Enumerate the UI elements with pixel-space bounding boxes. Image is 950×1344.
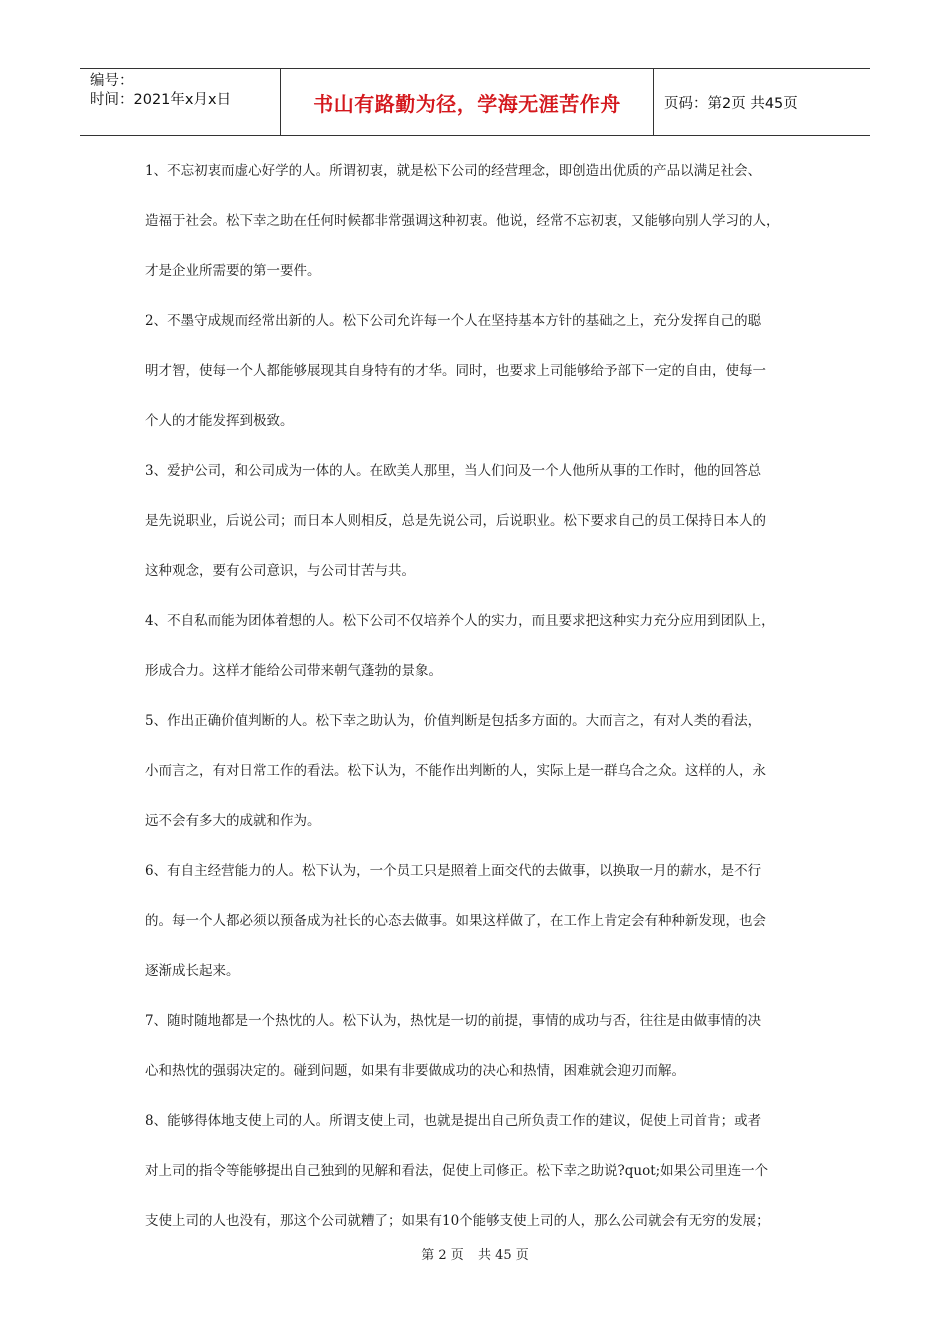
footer-total-pages: 共 45 页 (477, 1248, 529, 1263)
body-line: 小而言之，有对日常工作的看法。松下认为，不能作出判断的人，实际上是一群乌合之众。这样的人，永 (145, 763, 766, 779)
body-line: 7、随时随地都是一个热忱的人。松下认为，热忱是一切的前提，事情的成功与否，往往是由做事情的决 (145, 1013, 762, 1029)
body-line: 3、爱护公司，和公司成为一体的人。在欧美人那里，当人们问及一个人他所从事的工作时，他的回答总 (145, 463, 762, 479)
body-line: 对上司的指令等能够提出自己独到的见解和看法，促使上司修正。松下幸之助说?quot;如果公司里连一个 (145, 1163, 769, 1179)
body-line: 4、不自私而能为团体着想的人。松下公司不仅培养个人的实力，而且要求把这种实力充分应用到团队上， (145, 613, 775, 629)
body-line: 才是企业所需要的第一要件。 (145, 263, 321, 279)
body-line: 8、能够得体地支使上司的人。所谓支使上司，也就是提出自己所负责工作的建议，促使上司首肯；或者 (145, 1113, 762, 1129)
body-line: 个人的才能发挥到极致。 (145, 413, 294, 429)
body-line: 明才智，使每一个人都能够展现其自身特有的才华。同时，也要求上司能够给予部下一定的自由，使每一 (145, 363, 766, 379)
body-line: 逐渐成长起来。 (145, 963, 240, 979)
body-line: 支使上司的人也没有，那这个公司就糟了；如果有10个能够支使上司的人，那么公司就会有无穷的发展； (145, 1213, 770, 1229)
body-line: 形成合力。这样才能给公司带来朝气蓬勃的景象。 (145, 663, 442, 679)
document-date-label: 时间：2021年x月x日 (90, 92, 232, 108)
header-page-info: 页码：第2页 共45页 (664, 95, 798, 112)
body-line: 造福于社会。松下幸之助在任何时候都非常强调这种初衷。他说，经常不忘初衷，又能够向别人学习的人， (145, 213, 780, 229)
document-body (145, 156, 810, 1256)
body-line: 1、不忘初衷而虚心好学的人。所谓初衷，就是松下公司的经营理念，即创造出优质的产品以满足社会、 (145, 163, 762, 179)
body-line: 是先说职业，后说公司；而日本人则相反，总是先说公司，后说职业。松下要求自己的员工保持日本人的 (145, 513, 766, 529)
body-line: 远不会有多大的成就和作为。 (145, 813, 321, 829)
body-line: 的。每一个人都必须以预备成为社长的心态去做事。如果这样做了，在工作上肯定会有种种新发现，也会 (145, 913, 766, 929)
body-line: 这种观念，要有公司意识，与公司甘苦与共。 (145, 563, 415, 579)
document-number-label: 编号： (90, 73, 134, 89)
body-line: 2、不墨守成规而经常出新的人。松下公司允许每一个人在坚持基本方针的基础之上，充分发挥自己的聪 (145, 313, 762, 329)
document-header (80, 68, 870, 136)
body-line: 5、作出正确价值判断的人。松下幸之助认为，价值判断是包括多方面的。大而言之，有对人类的看法， (145, 713, 762, 729)
header-motto: 书山有路勤为径，学海无涯苦作舟 (281, 69, 654, 135)
body-line: 6、有自主经营能力的人。松下认为，一个员工只是照着上面交代的去做事，以换取一月的薪水，是不行 (145, 863, 762, 879)
page-footer (0, 1244, 950, 1263)
header-meta (80, 69, 281, 135)
body-line: 心和热忱的强弱决定的。碰到问题，如果有非要做成功的决心和热情，困难就会迎刃而解。 (145, 1063, 685, 1079)
footer-page-number: 第 2 页 (421, 1248, 464, 1263)
